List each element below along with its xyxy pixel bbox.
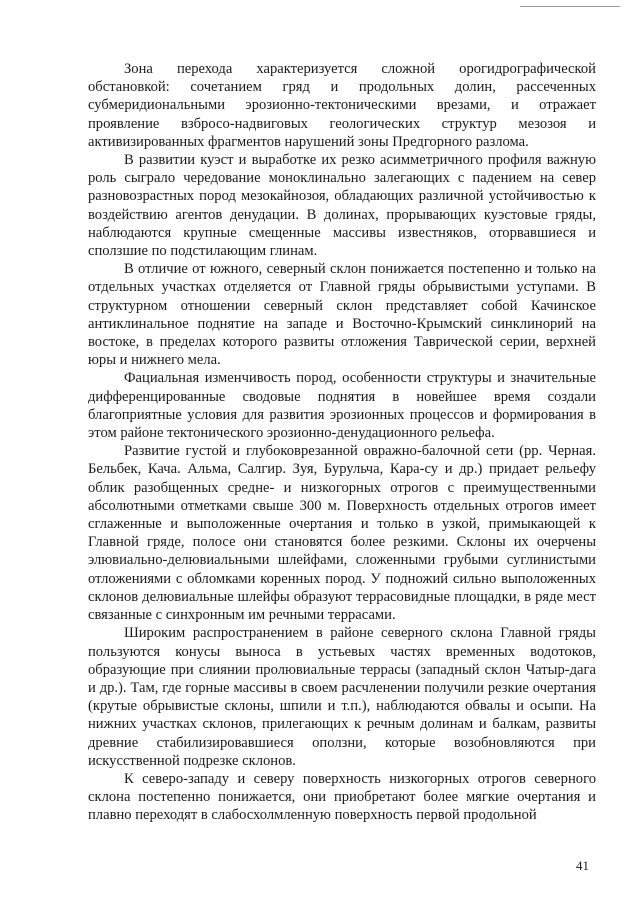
page-body — [88, 60, 596, 825]
paragraph-northwest-surface: К северо-западу и северу поверхность низкогорных отрогов северного склона постепенно понижается, они приобретают более мягкие очертания и плавно переходят в слабосхолмленную поверхность первой продольной — [88, 770, 596, 824]
paragraph-ravine-network: Развитие густой и глубоковрезанной овражно-балочной сети (рр. Черная. Бельбек, Кача. Альма, Салгир. Зуя, Бурульча, Кара-су и др.) придает рельефу облик разобщенных средне- и низкогорных отрогов с преимущественными абсолютными отметками свыше 300 м. Поверхность отдельных отрогов имеет сглаженные и выположенные очертания и только в узкой, примыкающей к Главной гряде, полосе они становятся более резкими. Склоны их очерчены элювиально-делювиальными шлейфами, сложенными грубыми суглинистыми отложениями с обломками коренных пород. У подножий сильно выположенных склонов делювиальные шлейфы образуют террасовидные площадки, в ряде мест связанные с синхронным им речными террасами. — [88, 443, 596, 624]
top-edge-rule — [520, 6, 620, 7]
paragraph-transition-zone: Зона перехода характеризуется сложной орогидрографической обстановкой: сочетанием гряд и продольных долин, рассеченных субмеридиональными эрозионно-тектоническими врезами, и отражает проявление взбросо-надвиговых геологических структур мезозоя и активизированных фрагментов нарушений зоны Предгорного разлома. — [88, 61, 596, 150]
page-number: 41 — [576, 858, 589, 873]
paragraph-facies-variability: Фациальная изменчивость пород, особенности структуры и значительные дифференцированные сводовые поднятия в новейшее время создали благоприятные условия для развития эрозионных процессов и формирования в этом районе тектонического эрозионно-денудационного рельефа. — [88, 370, 596, 442]
paragraph-cuesta-development: В развитии куэст и выработке их резко асимметричного профиля важную роль сыграло чередование моноклинально залегающих с падением на север разновозрастных пород мезокайнозоя, обладающих различной устойчивостью к воздействию агентов денудации. В долинах, прорывающих куэстовые гряды, наблюдаются крупные смещенные массивы известняков, оторвавшиеся и сползшие по подстилающим глинам. — [88, 152, 596, 260]
paragraph-northern-slope: В отличие от южного, северный склон понижается постепенно и только на отдельных участках отделяется от Главной гряды обрывистыми уступами. В структурном отношении северный склон представляет собой Качинское антиклинальное поднятие на западе и Восточно-Крымский синклинорий на востоке, в пределах которого развиты отложения Таврической серии, верхней юры и нижнего мела. — [88, 261, 596, 369]
paragraph-alluvial-fans: Широким распространением в районе северного склона Главной гряды пользуются конусы выноса в устьевых частях временных водотоков, образующие при слиянии пролювиальные террасы (западный склон Чатыр-дага и др.). Там, где горные массивы в своем расчленении получили резкие очертания (крутые обрывистые склоны, шпили и т.п.), наблюдаются обвалы и осыпи. На нижних участках склонов, прилегающих к речным долинам и балкам, развиты древние стабилизировавшиеся оползни, которые возобновляются при искусственной подрезке склонов. — [88, 625, 596, 769]
